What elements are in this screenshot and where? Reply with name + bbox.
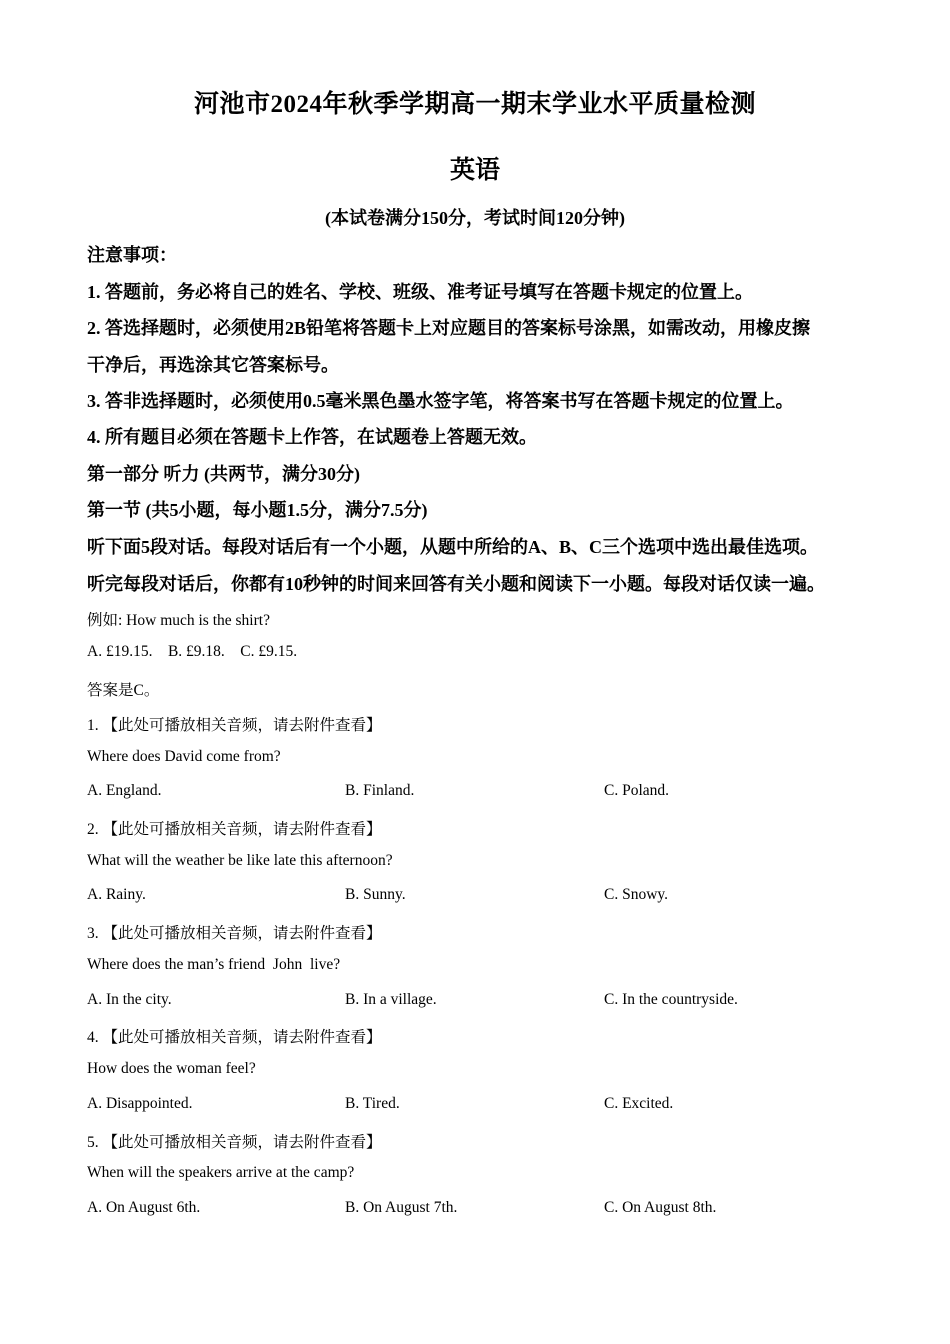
- question-5-option-c: C. On August 8th.: [604, 1199, 717, 1216]
- question-1-option-a: A. England.: [87, 782, 162, 799]
- question-2-option-b: B. Sunny.: [345, 886, 406, 903]
- question-3-text: Where does the man’s friend John live?: [87, 956, 341, 973]
- question-5-text: When will the speakers arrive at the camp?: [87, 1164, 355, 1181]
- instruction-line-1: 听下面5段对话。每段对话后有一个小题，从题中所给的A、B、C三个选项中选出最佳选项。: [87, 537, 818, 557]
- question-3-option-c: C. In the countryside.: [604, 991, 738, 1008]
- note-item-1: 1. 答题前，务必将自己的姓名、学校、班级、准考证号填写在答题卡规定的位置上。: [87, 282, 753, 302]
- question-1-option-c: C. Poland.: [604, 782, 670, 799]
- question-3-audio: 3. 【此处可播放相关音频，请去附件查看】: [87, 925, 382, 942]
- note-item-3: 3. 答非选择题时，必须使用0.5毫米黑色墨水签字笔，将答案书写在答题卡规定的位置上。: [87, 391, 794, 411]
- question-4-option-b: B. Tired.: [345, 1095, 400, 1112]
- notes-heading: 注意事项：: [87, 245, 177, 265]
- question-5-option-b: B. On August 7th.: [345, 1199, 458, 1216]
- question-4-audio: 4. 【此处可播放相关音频，请去附件查看】: [87, 1029, 382, 1046]
- example-question: 例如: How much is the shirt?: [87, 612, 270, 629]
- question-1-option-b: B. Finland.: [345, 782, 415, 799]
- question-2-option-c: C. Snowy.: [604, 886, 669, 903]
- subject-title: 英语: [449, 157, 500, 184]
- question-3-option-b: B. In a village.: [345, 991, 437, 1008]
- question-4-option-c: C. Excited.: [604, 1095, 674, 1112]
- question-4-option-a: A. Disappointed.: [87, 1095, 193, 1112]
- question-1-text: Where does David come from?: [87, 748, 281, 765]
- score-info: (本试卷满分150分，考试时间120分钟): [325, 208, 625, 228]
- section1-heading: 第一节 (共5小题，每小题1.5分，满分7.5分): [87, 500, 428, 520]
- question-2-audio: 2. 【此处可播放相关音频，请去附件查看】: [87, 821, 382, 838]
- question-2-text: What will the weather be like late this afternoon?: [87, 852, 393, 869]
- exam-title: 河池市2024年秋季学期高一期末学业水平质量检测: [193, 91, 756, 118]
- question-1-audio: 1. 【此处可播放相关音频，请去附件查看】: [87, 717, 382, 734]
- example-options: A. £19.15. B. £9.18. C. £9.15.: [87, 643, 298, 660]
- question-5-option-a: A. On August 6th.: [87, 1199, 201, 1216]
- question-3-option-a: A. In the city.: [87, 991, 172, 1008]
- example-answer: 答案是C。: [87, 682, 160, 699]
- question-2-option-a: A. Rainy.: [87, 886, 146, 903]
- note-item-4: 4. 所有题目必须在答题卡上作答，在试题卷上答题无效。: [87, 427, 537, 447]
- instruction-line-2: 听完每段对话后，你都有10秒钟的时间来回答有关小题和阅读下一小题。每段对话仅读一遍。: [87, 574, 825, 594]
- note-item-2-cont: 干净后，再选涂其它答案标号。: [87, 355, 339, 375]
- question-5-audio: 5. 【此处可播放相关音频，请去附件查看】: [87, 1134, 382, 1151]
- note-item-2: 2. 答选择题时，必须使用2B铅笔将答题卡上对应题目的答案标号涂黑，如需改动，用橡皮擦: [87, 318, 811, 338]
- question-4-text: How does the woman feel?: [87, 1060, 256, 1077]
- part1-heading: 第一部分 听力 (共两节，满分30分): [87, 464, 360, 484]
